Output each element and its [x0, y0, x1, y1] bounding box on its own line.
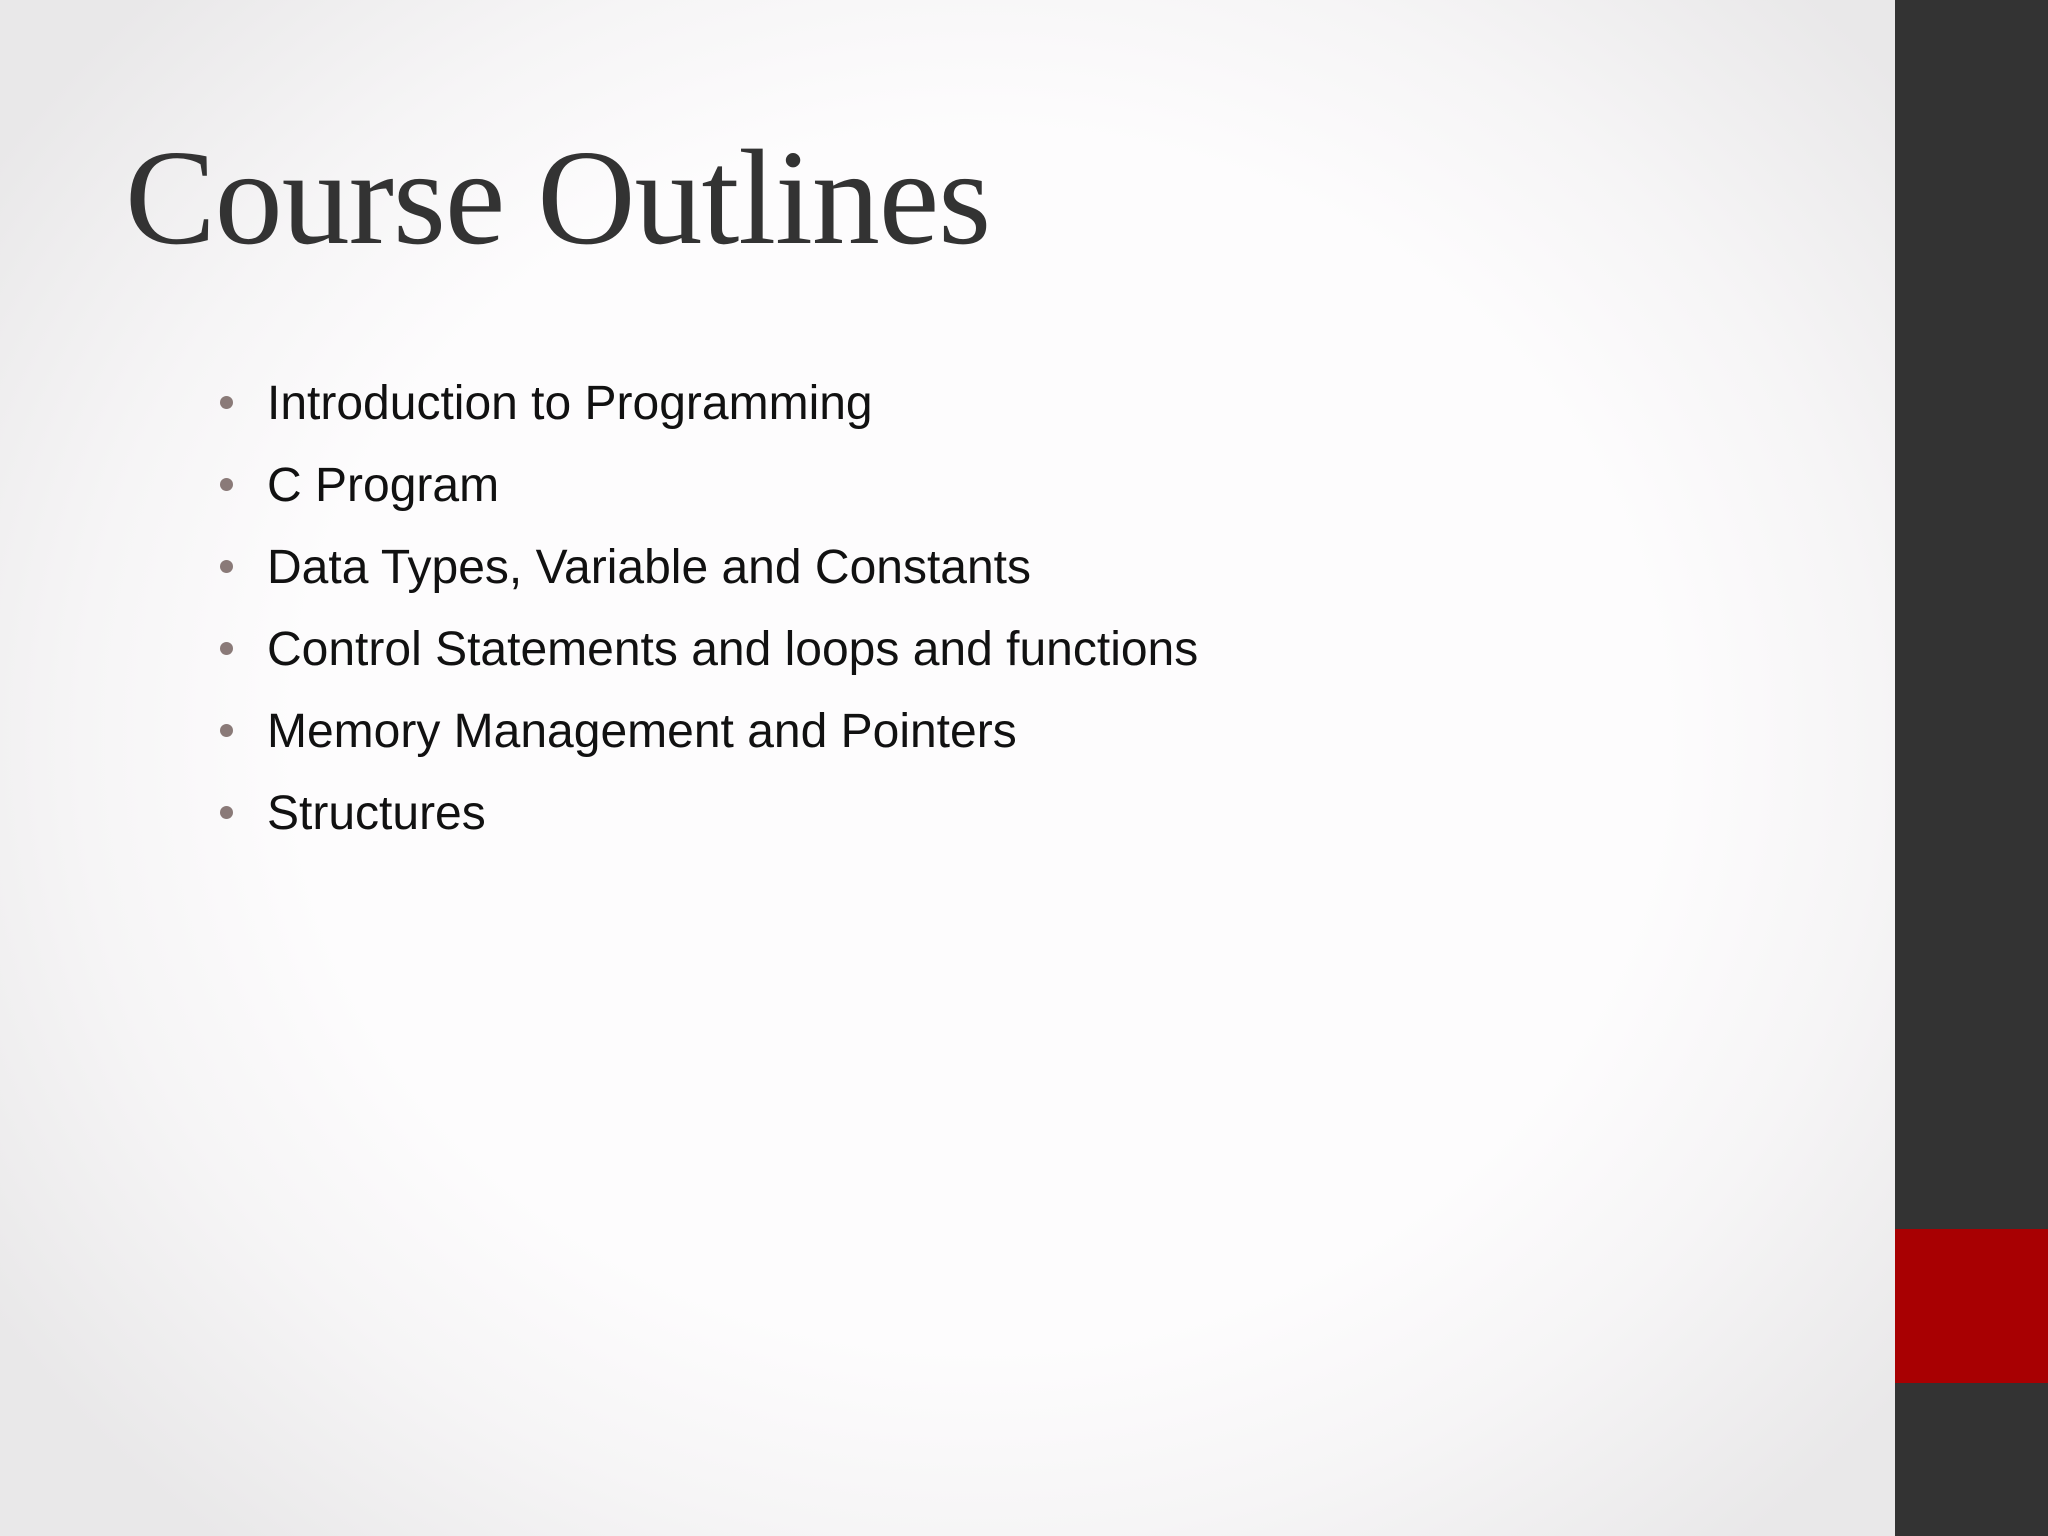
- bullet-dot-icon: [220, 396, 233, 409]
- bullet-dot-icon: [220, 560, 233, 573]
- bullet-text: Memory Management and Pointers: [267, 705, 1017, 758]
- bullet-text: Structures: [267, 787, 486, 840]
- accent-block: [1895, 1229, 2048, 1383]
- bullet-text: C Program: [267, 459, 500, 512]
- bullet-dot-icon: [220, 642, 233, 655]
- bullet-dot-icon: [220, 724, 233, 737]
- bullet-dot-icon: [220, 806, 233, 819]
- bullet-text: Introduction to Programming: [267, 377, 873, 430]
- bullet-dot-icon: [220, 478, 233, 491]
- bullet-text: Control Statements and loops and functions: [267, 623, 1199, 676]
- bullet-text: Data Types, Variable and Constants: [267, 541, 1032, 594]
- slide-title: Course Outlines: [125, 123, 991, 273]
